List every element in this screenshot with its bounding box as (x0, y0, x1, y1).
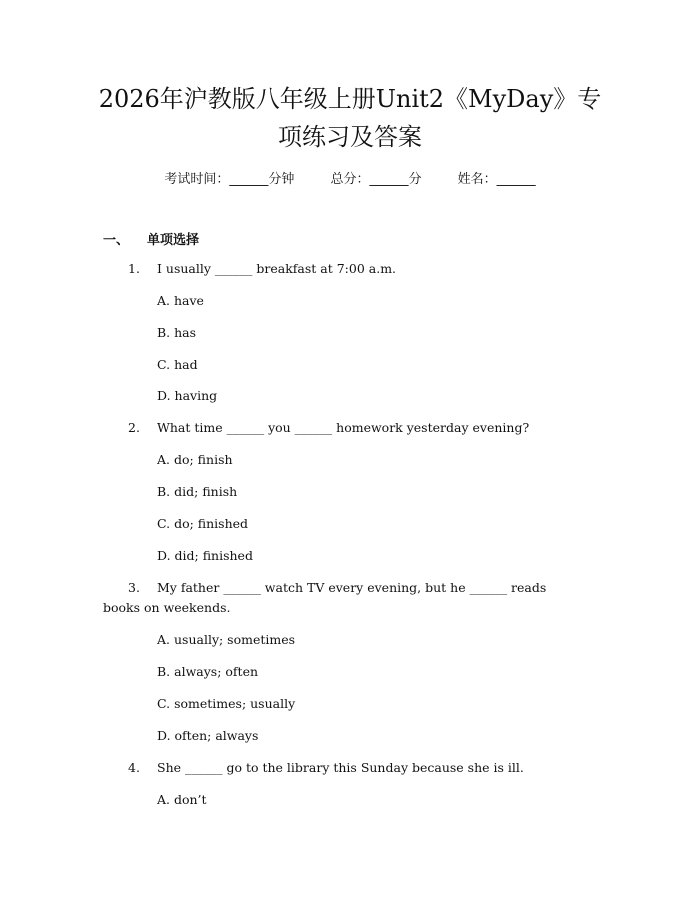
question-number: 1. (128, 261, 140, 276)
question-text: I usually ______ breakfast at 7:00 a.m. (157, 261, 397, 276)
question-number: 4. (128, 760, 140, 775)
document-title-line2: 项练习及答案 (278, 123, 422, 151)
student-name-field: 姓名：______ (457, 172, 536, 187)
question-text: What time ______ you ______ homework yesterday evening? (157, 420, 530, 435)
question-2-option-a: A. do; finish (157, 452, 233, 467)
question-2-option-b: B. did; finish (157, 484, 238, 499)
section-number: 一、 (103, 233, 130, 248)
question-1-option-d: D. having (157, 388, 218, 403)
question-3-option-d: D. often; always (157, 728, 259, 743)
question-3-option-c: C. sometimes; usually (157, 696, 296, 711)
question-number: 3. (128, 580, 140, 595)
question-2-option-d: D. did; finished (157, 548, 253, 563)
section-heading (103, 229, 199, 248)
section-title: 单项选择 (147, 233, 200, 248)
question-2-option-c: C. do; finished (157, 516, 249, 531)
question-number: 2. (128, 420, 140, 435)
question-3-option-a: A. usually; sometimes (157, 632, 296, 647)
document-title-line1: 2026年沪教版八年级上册Unit2《MyDay》专 (98, 85, 602, 113)
question-3-text-continuation: books on weekends. (103, 600, 231, 615)
question-1-option-a: A. have (157, 293, 204, 308)
exam-time-field: 考试时间：______分钟 (164, 172, 295, 187)
question-4-option-a: A. don’t (157, 792, 207, 807)
question-text: My father ______ watch TV every evening, but he ______ reads (157, 580, 547, 595)
exam-info (0, 168, 700, 187)
question-3-option-b: B. always; often (157, 664, 259, 679)
question-1-option-c: C. had (157, 357, 198, 372)
question-1-option-b: B. has (157, 325, 197, 340)
question-text: She ______ go to the library this Sunday because she is ill. (157, 760, 524, 775)
total-score-field: 总分：______分 (330, 172, 422, 187)
